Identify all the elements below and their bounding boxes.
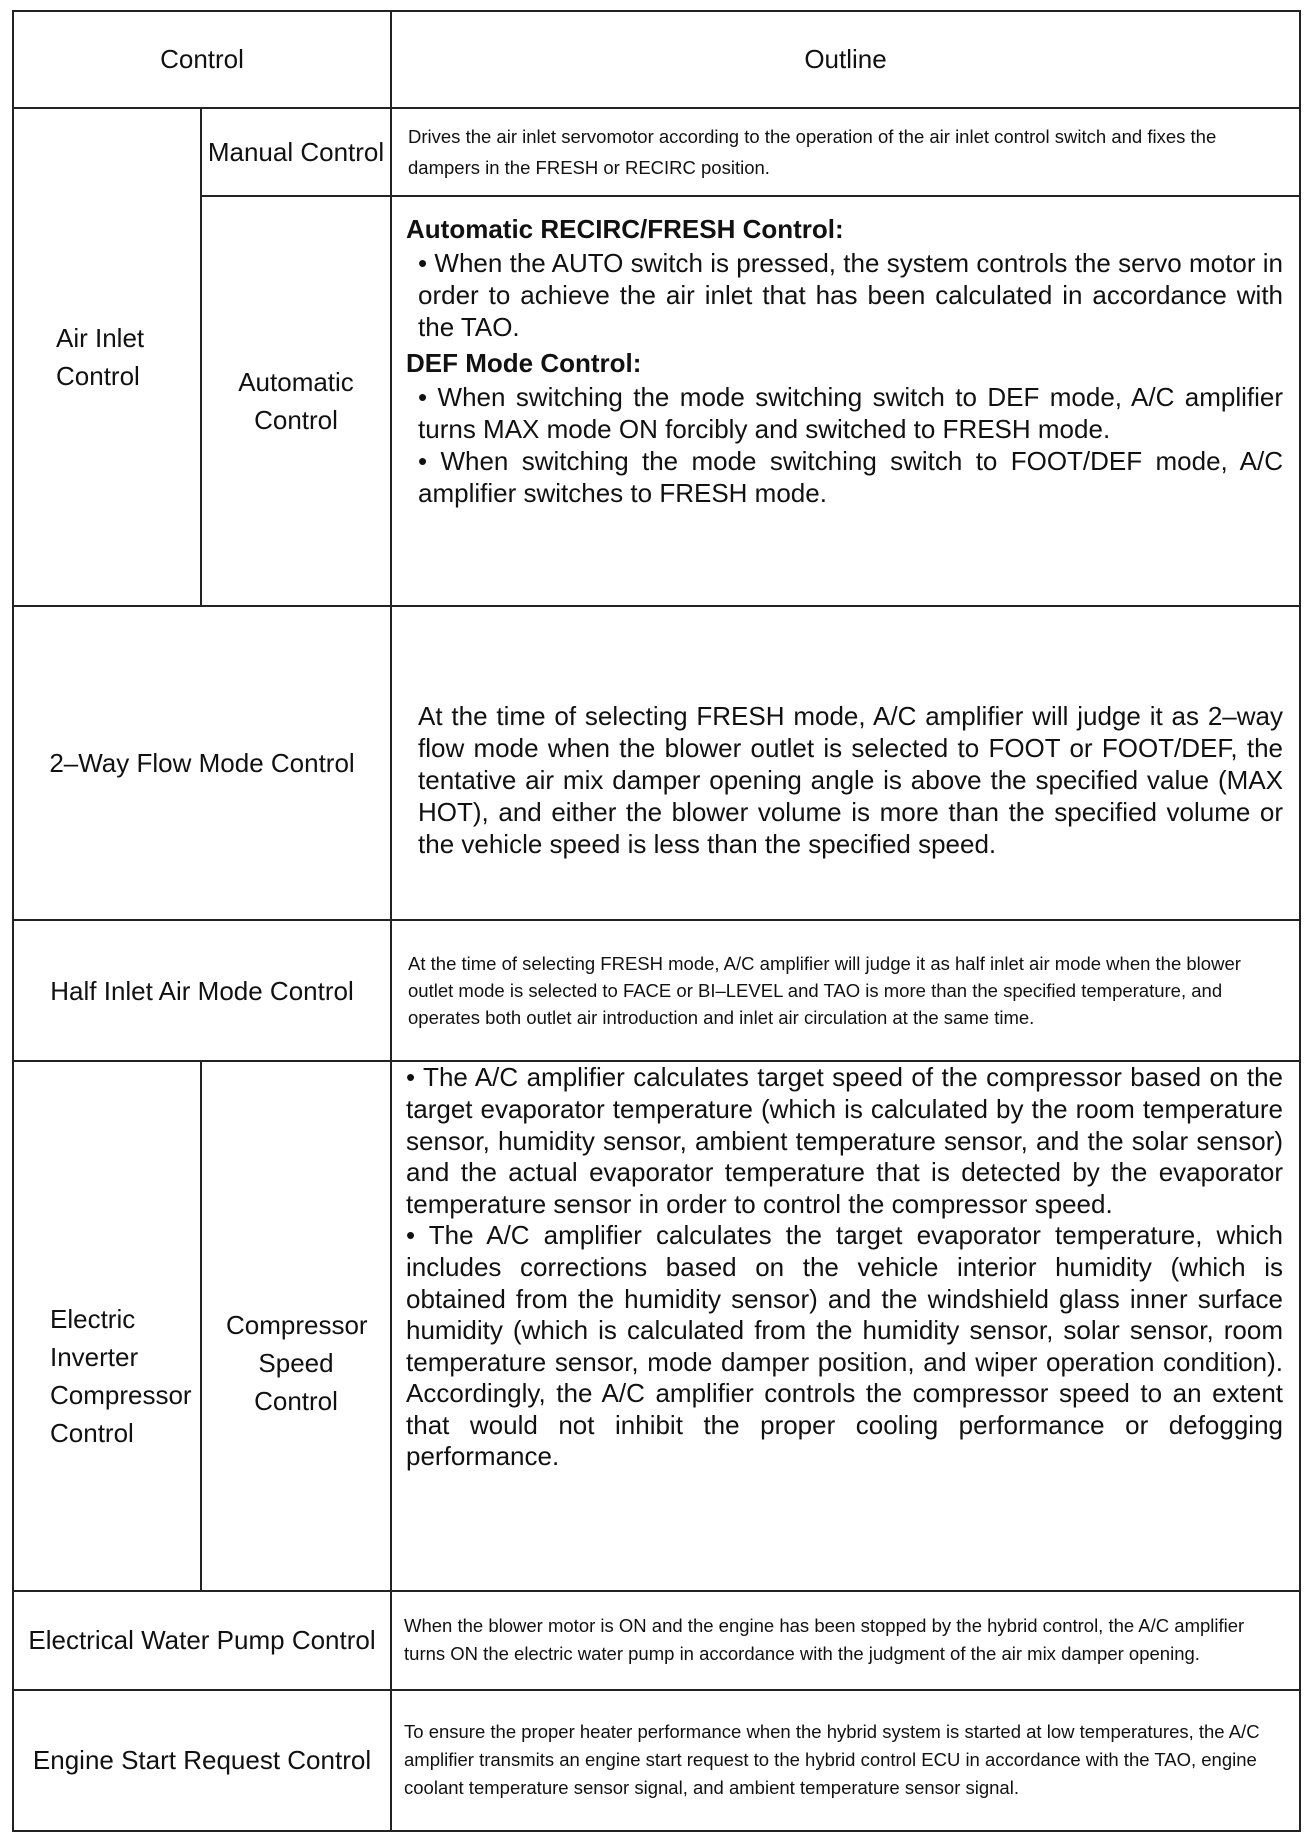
engine-start-row [13, 1690, 1300, 1831]
compressor-group-label: Electric Inverter Compressor Control [13, 1061, 201, 1590]
air-inlet-automatic-row [13, 196, 1300, 606]
compressor-speed-label: Compressor Speed Control [201, 1061, 391, 1590]
air-inlet-manual-row [13, 108, 1300, 196]
engine-start-label: Engine Start Request Control [13, 1690, 391, 1831]
def-mode-bullet-2: • When switching the mode switching switch to FOOT/DEF mode, A/C amplifier switches to FRESH mode. [418, 445, 1284, 508]
def-mode-title: DEF Mode Control: [406, 347, 642, 378]
compressor-outline [391, 1061, 1300, 1590]
header-outline: Outline [391, 11, 1300, 108]
auto-recirc-fresh-bullet: • When the AUTO switch is pressed, the system controls the servo motor in order to achieve the air inlet that has been calculated in accordance with the TAO. [418, 247, 1284, 342]
half-inlet-label: Half Inlet Air Mode Control [13, 920, 391, 1061]
def-mode-bullet-1: • When switching the mode switching switch to DEF mode, A/C amplifier turns MAX mode ON forcibly and switched to FRESH mode. [418, 381, 1284, 444]
header-row [13, 11, 1300, 108]
compressor-row [13, 1061, 1300, 1590]
manual-control-label: Manual Control [201, 108, 391, 196]
two-way-label: 2–Way Flow Mode Control [13, 606, 391, 920]
water-pump-outline: When the blower motor is ON and the engine has been stopped by the hybrid control, the A/C amplifier turns ON the electric water pump in accordance with the judgment of the air mix damper opening. [391, 1591, 1300, 1690]
compressor-bullet-2: • The A/C amplifier calculates the target evaporator temperature, which includes corrections based on the vehicle interior humidity (which is obtained from the humidity sensor) and the windshield glass inner surface humidity (which is calculated from the humidity sensor, solar sensor, room temperature sensor, mode damper position, and wiper operation condition). Accordingly, the A/C amplifier controls the compressor speed to an extent that would not inhibit the proper cooling performance or defogging performance. [406, 1220, 1284, 1472]
manual-control-outline: Drives the air inlet servomotor according to the operation of the air inlet control switch and fixes the dampers in the FRESH or RECIRC position. [391, 108, 1300, 196]
control-outline-table [12, 10, 1301, 1832]
half-inlet-outline: At the time of selecting FRESH mode, A/C amplifier will judge it as half inlet air mode when the blower outlet mode is selected to FACE or BI–LEVEL and TAO is more than the specified temperature, and operates both outlet air introduction and inlet air circulation at the same time. [391, 920, 1300, 1061]
two-way-row [13, 606, 1300, 920]
two-way-outline: At the time of selecting FRESH mode, A/C amplifier will judge it as 2–way flow mode when the blower outlet is selected to FOOT or FOOT/DEF, the tentative air mix damper opening angle is above the specified value (MAX HOT), and either the blower volume is more than the specified volume or the vehicle speed is less than the specified speed. [391, 606, 1300, 920]
compressor-bullet-1: • The A/C amplifier calculates target speed of the compressor based on the target evaporator temperature (which is calculated by the room temperature sensor, humidity sensor, ambient temperature sensor, and the solar sensor) and the actual evaporator temperature that is detected by the evaporator temperature sensor in order to control the compressor speed. [406, 1062, 1284, 1219]
automatic-control-outline [391, 196, 1300, 606]
water-pump-label: Electrical Water Pump Control [13, 1591, 391, 1690]
auto-recirc-fresh-title: Automatic RECIRC/FRESH Control: [406, 213, 844, 244]
header-control: Control [13, 11, 391, 108]
water-pump-row [13, 1591, 1300, 1690]
engine-start-outline: To ensure the proper heater performance when the hybrid system is started at low temperatures, the A/C amplifier transmits an engine start request to the hybrid control ECU in accordance with the TAO, engine coolant temperature sensor signal, and ambient temperature sensor signal. [391, 1690, 1300, 1831]
automatic-control-label: Automatic Control [201, 196, 391, 606]
half-inlet-row [13, 920, 1300, 1061]
air-inlet-group-label: Air Inlet Control [13, 108, 201, 606]
